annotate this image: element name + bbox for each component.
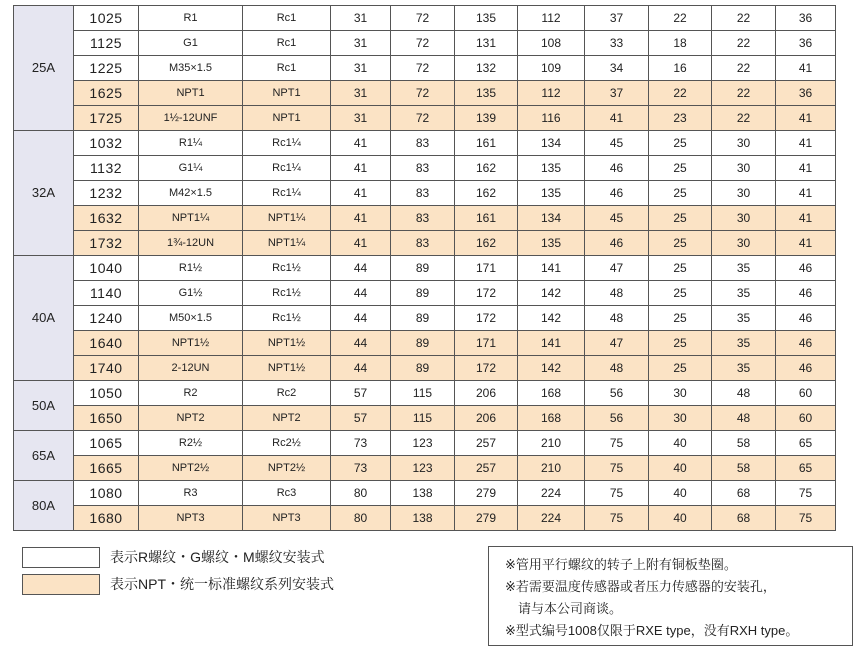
table-row <box>14 56 836 81</box>
table-row <box>14 481 836 506</box>
dimension-cell: 25 <box>649 231 712 256</box>
port-cell: NPT1 <box>243 106 331 131</box>
dimension-cell: 46 <box>776 331 836 356</box>
dimension-cell: 132 <box>455 56 518 81</box>
dimension-cell: 68 <box>712 506 776 531</box>
dimension-cell: 72 <box>391 106 455 131</box>
dimension-cell: 141 <box>518 256 585 281</box>
dimension-cell: 89 <box>391 356 455 381</box>
legend-standard <box>22 547 325 571</box>
dimension-cell: 83 <box>391 181 455 206</box>
dimension-cell: 108 <box>518 31 585 56</box>
size-cell: 50A <box>14 381 74 431</box>
thread-cell: M50×1.5 <box>139 306 243 331</box>
model-cell: 1080 <box>74 481 139 506</box>
dimension-cell: 25 <box>649 281 712 306</box>
dimension-cell: 41 <box>776 181 836 206</box>
note-sensor: ※若需要温度传感器或者压力传感器的安装孔， <box>505 579 776 594</box>
dimension-cell: 224 <box>518 506 585 531</box>
thread-cell: 1¾-12UN <box>139 231 243 256</box>
thread-cell: 1½-12UNF <box>139 106 243 131</box>
legend-standard-swatch <box>22 547 100 568</box>
thread-cell: NPT1 <box>139 81 243 106</box>
dimension-cell: 18 <box>649 31 712 56</box>
dimension-cell: 123 <box>391 431 455 456</box>
dimension-cell: 72 <box>391 56 455 81</box>
table-row <box>14 306 836 331</box>
dimension-cell: 72 <box>391 81 455 106</box>
dimension-cell: 36 <box>776 31 836 56</box>
dimension-cell: 25 <box>649 356 712 381</box>
model-cell: 1140 <box>74 281 139 306</box>
dimension-cell: 56 <box>585 381 649 406</box>
note-model-1008: ※型式编号1008仅限于RXE type，没有RXH type。 <box>505 623 799 638</box>
dimension-cell: 30 <box>712 181 776 206</box>
dimension-cell: 48 <box>585 356 649 381</box>
dimension-cell: 89 <box>391 256 455 281</box>
dimension-cell: 45 <box>585 131 649 156</box>
thread-cell: R2 <box>139 381 243 406</box>
dimension-cell: 171 <box>455 256 518 281</box>
dimension-cell: 30 <box>712 156 776 181</box>
model-cell: 1125 <box>74 31 139 56</box>
dimension-cell: 75 <box>585 456 649 481</box>
dimension-cell: 41 <box>776 156 836 181</box>
dimension-cell: 35 <box>712 356 776 381</box>
dimension-cell: 31 <box>331 81 391 106</box>
port-cell: NPT1½ <box>243 331 331 356</box>
dimension-cell: 73 <box>331 431 391 456</box>
model-cell: 1740 <box>74 356 139 381</box>
dimension-cell: 31 <box>331 6 391 31</box>
dimension-cell: 134 <box>518 131 585 156</box>
model-cell: 1025 <box>74 6 139 31</box>
dimension-cell: 16 <box>649 56 712 81</box>
dimension-cell: 73 <box>331 456 391 481</box>
dimension-cell: 30 <box>712 131 776 156</box>
dimension-cell: 161 <box>455 206 518 231</box>
dimension-cell: 25 <box>649 156 712 181</box>
dimension-cell: 41 <box>331 181 391 206</box>
spec-table <box>13 5 836 531</box>
dimension-cell: 172 <box>455 306 518 331</box>
dimension-cell: 37 <box>585 81 649 106</box>
thread-cell: R3 <box>139 481 243 506</box>
note-washer: ※管用平行螺纹的转子上附有铜板垫圈。 <box>505 557 737 572</box>
dimension-cell: 46 <box>585 156 649 181</box>
dimension-cell: 40 <box>649 481 712 506</box>
thread-cell: M42×1.5 <box>139 181 243 206</box>
dimension-cell: 31 <box>331 106 391 131</box>
table-row <box>14 456 836 481</box>
dimension-cell: 41 <box>776 106 836 131</box>
legend-npt-swatch <box>22 574 100 595</box>
dimension-cell: 41 <box>331 231 391 256</box>
table-row <box>14 356 836 381</box>
dimension-cell: 40 <box>649 456 712 481</box>
dimension-cell: 89 <box>391 281 455 306</box>
dimension-cell: 35 <box>712 306 776 331</box>
dimension-cell: 109 <box>518 56 585 81</box>
dimension-cell: 206 <box>455 381 518 406</box>
model-cell: 1665 <box>74 456 139 481</box>
dimension-cell: 75 <box>776 506 836 531</box>
dimension-cell: 72 <box>391 31 455 56</box>
port-cell: NPT2½ <box>243 456 331 481</box>
dimension-cell: 141 <box>518 331 585 356</box>
dimension-cell: 30 <box>649 406 712 431</box>
legend-npt <box>22 574 334 598</box>
thread-cell: NPT3 <box>139 506 243 531</box>
spec-table-body <box>14 6 836 531</box>
table-row <box>14 156 836 181</box>
dimension-cell: 46 <box>776 256 836 281</box>
model-cell: 1050 <box>74 381 139 406</box>
model-cell: 1725 <box>74 106 139 131</box>
dimension-cell: 22 <box>712 6 776 31</box>
dimension-cell: 44 <box>331 356 391 381</box>
dimension-cell: 41 <box>331 206 391 231</box>
dimension-cell: 75 <box>585 481 649 506</box>
dimension-cell: 65 <box>776 456 836 481</box>
dimension-cell: 257 <box>455 431 518 456</box>
dimension-cell: 44 <box>331 281 391 306</box>
dimension-cell: 115 <box>391 381 455 406</box>
dimension-cell: 172 <box>455 281 518 306</box>
dimension-cell: 60 <box>776 381 836 406</box>
thread-cell: R1 <box>139 6 243 31</box>
size-cell: 65A <box>14 431 74 481</box>
dimension-cell: 138 <box>391 506 455 531</box>
dimension-cell: 31 <box>331 31 391 56</box>
dimension-cell: 206 <box>455 406 518 431</box>
size-cell: 25A <box>14 6 74 131</box>
dimension-cell: 131 <box>455 31 518 56</box>
port-cell: Rc1½ <box>243 306 331 331</box>
dimension-cell: 75 <box>585 506 649 531</box>
dimension-cell: 83 <box>391 156 455 181</box>
dimension-cell: 135 <box>455 6 518 31</box>
thread-cell: G1½ <box>139 281 243 306</box>
table-row <box>14 281 836 306</box>
size-cell: 40A <box>14 256 74 381</box>
dimension-cell: 45 <box>585 206 649 231</box>
dimension-cell: 41 <box>585 106 649 131</box>
dimension-cell: 115 <box>391 406 455 431</box>
port-cell: NPT1 <box>243 81 331 106</box>
model-cell: 1732 <box>74 231 139 256</box>
dimension-cell: 36 <box>776 81 836 106</box>
dimension-cell: 22 <box>649 6 712 31</box>
dimension-cell: 41 <box>776 56 836 81</box>
dimension-cell: 44 <box>331 256 391 281</box>
thread-cell: NPT2½ <box>139 456 243 481</box>
dimension-cell: 75 <box>776 481 836 506</box>
model-cell: 1680 <box>74 506 139 531</box>
dimension-cell: 279 <box>455 481 518 506</box>
table-row <box>14 31 836 56</box>
dimension-cell: 168 <box>518 381 585 406</box>
port-cell: Rc1½ <box>243 256 331 281</box>
model-cell: 1225 <box>74 56 139 81</box>
dimension-cell: 41 <box>331 156 391 181</box>
table-row <box>14 131 836 156</box>
dimension-cell: 22 <box>712 56 776 81</box>
dimension-cell: 58 <box>712 431 776 456</box>
dimension-cell: 22 <box>712 106 776 131</box>
table-row <box>14 406 836 431</box>
thread-cell: 2-12UN <box>139 356 243 381</box>
dimension-cell: 41 <box>776 231 836 256</box>
dimension-cell: 46 <box>776 306 836 331</box>
dimension-cell: 142 <box>518 306 585 331</box>
model-cell: 1625 <box>74 81 139 106</box>
size-cell: 80A <box>14 481 74 531</box>
dimension-cell: 25 <box>649 331 712 356</box>
dimension-cell: 89 <box>391 306 455 331</box>
dimension-cell: 35 <box>712 331 776 356</box>
dimension-cell: 135 <box>518 231 585 256</box>
dimension-cell: 57 <box>331 406 391 431</box>
dimension-cell: 30 <box>649 381 712 406</box>
model-cell: 1065 <box>74 431 139 456</box>
dimension-cell: 22 <box>712 81 776 106</box>
dimension-cell: 210 <box>518 456 585 481</box>
thread-cell: R1¼ <box>139 131 243 156</box>
table-row <box>14 431 836 456</box>
dimension-cell: 135 <box>518 181 585 206</box>
dimension-cell: 279 <box>455 506 518 531</box>
dimension-cell: 162 <box>455 231 518 256</box>
dimension-cell: 48 <box>585 281 649 306</box>
port-cell: Rc1 <box>243 6 331 31</box>
port-cell: Rc1¼ <box>243 156 331 181</box>
table-row <box>14 181 836 206</box>
dimension-cell: 25 <box>649 306 712 331</box>
port-cell: NPT3 <box>243 506 331 531</box>
dimension-cell: 224 <box>518 481 585 506</box>
dimension-cell: 83 <box>391 131 455 156</box>
dimension-cell: 41 <box>331 131 391 156</box>
thread-cell: NPT1½ <box>139 331 243 356</box>
dimension-cell: 83 <box>391 231 455 256</box>
dimension-cell: 138 <box>391 481 455 506</box>
dimension-cell: 57 <box>331 381 391 406</box>
port-cell: Rc1¼ <box>243 181 331 206</box>
dimension-cell: 31 <box>331 56 391 81</box>
dimension-cell: 135 <box>455 81 518 106</box>
table-row <box>14 231 836 256</box>
dimension-cell: 162 <box>455 156 518 181</box>
dimension-cell: 58 <box>712 456 776 481</box>
dimension-cell: 68 <box>712 481 776 506</box>
thread-cell: G1¼ <box>139 156 243 181</box>
port-cell: NPT1½ <box>243 356 331 381</box>
notes-box <box>488 546 853 646</box>
dimension-cell: 80 <box>331 506 391 531</box>
dimension-cell: 80 <box>331 481 391 506</box>
legend-npt-label: 表示NPT・统一标准螺纹系列安装式 <box>110 576 334 592</box>
dimension-cell: 75 <box>585 431 649 456</box>
dimension-cell: 35 <box>712 256 776 281</box>
port-cell: Rc1¼ <box>243 131 331 156</box>
dimension-cell: 48 <box>585 306 649 331</box>
port-cell: Rc1½ <box>243 281 331 306</box>
dimension-cell: 34 <box>585 56 649 81</box>
dimension-cell: 47 <box>585 256 649 281</box>
dimension-cell: 161 <box>455 131 518 156</box>
dimension-cell: 56 <box>585 406 649 431</box>
dimension-cell: 30 <box>712 231 776 256</box>
dimension-cell: 142 <box>518 281 585 306</box>
dimension-cell: 44 <box>331 306 391 331</box>
model-cell: 1040 <box>74 256 139 281</box>
dimension-cell: 116 <box>518 106 585 131</box>
model-cell: 1632 <box>74 206 139 231</box>
dimension-cell: 36 <box>776 6 836 31</box>
table-row <box>14 331 836 356</box>
dimension-cell: 72 <box>391 6 455 31</box>
dimension-cell: 22 <box>649 81 712 106</box>
dimension-cell: 171 <box>455 331 518 356</box>
model-cell: 1132 <box>74 156 139 181</box>
dimension-cell: 46 <box>585 231 649 256</box>
dimension-cell: 162 <box>455 181 518 206</box>
dimension-cell: 35 <box>712 281 776 306</box>
table-row <box>14 106 836 131</box>
dimension-cell: 112 <box>518 6 585 31</box>
table-row <box>14 81 836 106</box>
dimension-cell: 30 <box>712 206 776 231</box>
dimension-cell: 25 <box>649 256 712 281</box>
port-cell: Rc2 <box>243 381 331 406</box>
dimension-cell: 44 <box>331 331 391 356</box>
dimension-cell: 89 <box>391 331 455 356</box>
dimension-cell: 25 <box>649 131 712 156</box>
dimension-cell: 22 <box>712 31 776 56</box>
port-cell: NPT1¼ <box>243 206 331 231</box>
dimension-cell: 139 <box>455 106 518 131</box>
port-cell: Rc3 <box>243 481 331 506</box>
dimension-cell: 25 <box>649 206 712 231</box>
dimension-cell: 40 <box>649 431 712 456</box>
dimension-cell: 46 <box>776 281 836 306</box>
table-row <box>14 381 836 406</box>
table-row <box>14 6 836 31</box>
dimension-cell: 48 <box>712 406 776 431</box>
model-cell: 1650 <box>74 406 139 431</box>
dimension-cell: 41 <box>776 206 836 231</box>
dimension-cell: 83 <box>391 206 455 231</box>
note-sensor-contact: 请与本公司商谈。 <box>505 601 623 616</box>
table-row <box>14 506 836 531</box>
table-row <box>14 256 836 281</box>
dimension-cell: 46 <box>585 181 649 206</box>
model-cell: 1240 <box>74 306 139 331</box>
dimension-cell: 23 <box>649 106 712 131</box>
dimension-cell: 60 <box>776 406 836 431</box>
thread-cell: R1½ <box>139 256 243 281</box>
port-cell: Rc1 <box>243 56 331 81</box>
dimension-cell: 134 <box>518 206 585 231</box>
dimension-cell: 210 <box>518 431 585 456</box>
dimension-cell: 46 <box>776 356 836 381</box>
model-cell: 1232 <box>74 181 139 206</box>
port-cell: NPT2 <box>243 406 331 431</box>
port-cell: Rc1 <box>243 31 331 56</box>
port-cell: Rc2½ <box>243 431 331 456</box>
thread-cell: NPT2 <box>139 406 243 431</box>
dimension-cell: 135 <box>518 156 585 181</box>
size-cell: 32A <box>14 131 74 256</box>
dimension-cell: 47 <box>585 331 649 356</box>
dimension-cell: 40 <box>649 506 712 531</box>
legend-standard-label: 表示R螺纹・G螺纹・M螺纹安装式 <box>110 549 325 565</box>
model-cell: 1032 <box>74 131 139 156</box>
port-cell: NPT1¼ <box>243 231 331 256</box>
dimension-cell: 168 <box>518 406 585 431</box>
thread-cell: NPT1¼ <box>139 206 243 231</box>
dimension-cell: 172 <box>455 356 518 381</box>
dimension-cell: 37 <box>585 6 649 31</box>
dimension-cell: 41 <box>776 131 836 156</box>
table-row <box>14 206 836 231</box>
dimension-cell: 142 <box>518 356 585 381</box>
dimension-cell: 123 <box>391 456 455 481</box>
dimension-cell: 112 <box>518 81 585 106</box>
dimension-cell: 65 <box>776 431 836 456</box>
dimension-cell: 33 <box>585 31 649 56</box>
model-cell: 1640 <box>74 331 139 356</box>
dimension-cell: 25 <box>649 181 712 206</box>
thread-cell: G1 <box>139 31 243 56</box>
thread-cell: M35×1.5 <box>139 56 243 81</box>
dimension-cell: 257 <box>455 456 518 481</box>
thread-cell: R2½ <box>139 431 243 456</box>
dimension-cell: 48 <box>712 381 776 406</box>
